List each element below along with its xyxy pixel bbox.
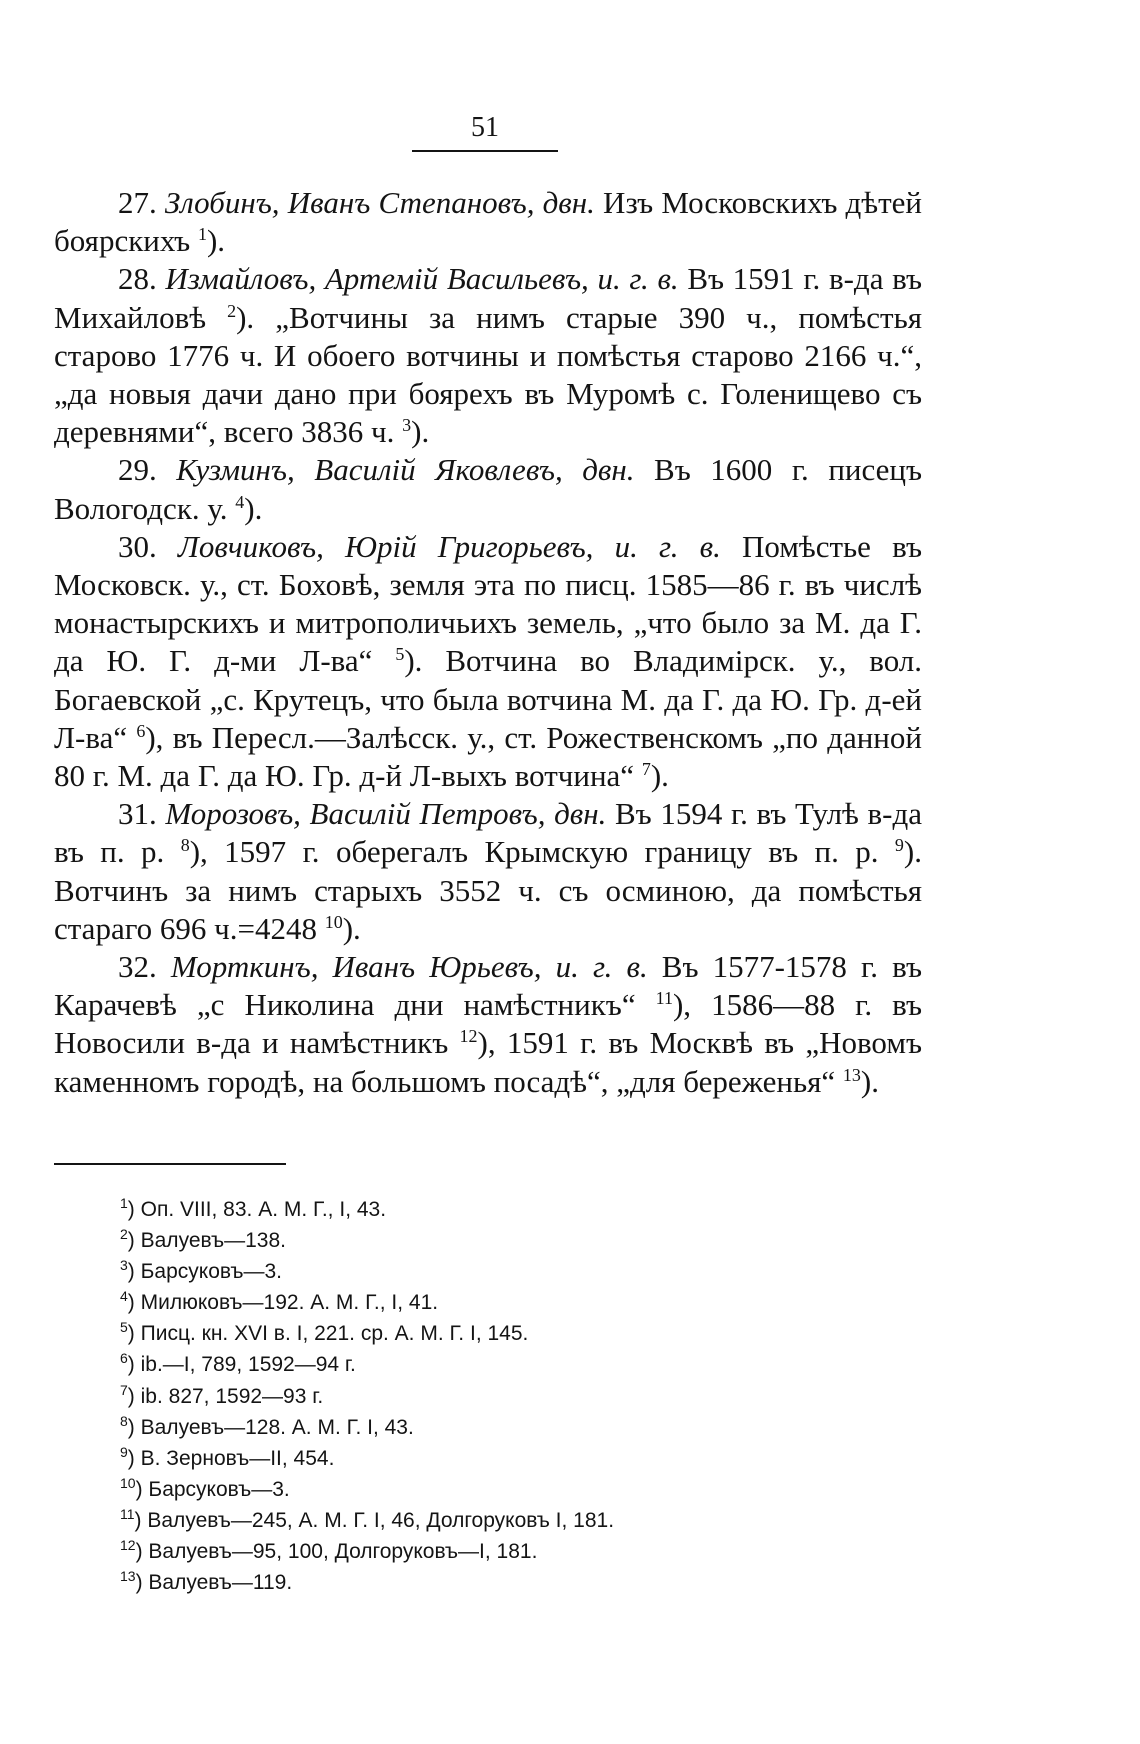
footnote-text: Валуевъ—138. [140, 1229, 286, 1253]
entry-28 [54, 260, 922, 451]
footnote-mark: 2 [120, 1226, 128, 1243]
entry-text: ), 1597 г. оберегалъ Крымскую границу въ п. р. [189, 834, 895, 870]
entry-text: Въ 1600 г. писецъ Вологодск. у. [54, 452, 923, 526]
footnote-ref[interactable]: 4 [235, 491, 245, 512]
entry-name: Морозовъ, Василiй Петровъ, двн. [165, 796, 607, 832]
footnote-mark: 5 [120, 1319, 128, 1336]
entry-name: Измайловъ, Артемiй Васильевъ, и. г. в. [165, 261, 679, 297]
entry-name: Ловчиковъ, Юрiй Григорьевъ, и. г. в. [177, 528, 721, 564]
entry-number: 31. [118, 796, 157, 832]
entry-27 [54, 184, 922, 260]
footnote-text: ib.—I, 789, 1592—94 г. [140, 1353, 356, 1377]
footnote-ref[interactable]: 12 [459, 1026, 478, 1047]
entry-text: ). „Вотчины за нимъ старые 390 ч., помѣстья старово 1776 ч. И обоего вотчины и помѣстья старово 2166 ч.“, „да новыя дачи дано при боярехъ въ Муромѣ с. Голенищево съ деревнями“, всего 3836 ч. [54, 299, 922, 450]
footnote: $^4$) Милюковъ—192. А. М. Г., I, 41. [120, 1288, 439, 1315]
footnote: $^5$) Писц. кн. XVI в. I, 221. ср. А. М. Г. I, 145. [120, 1319, 529, 1346]
footnote-text: Валуевъ—245, А. М. Г. I, 46, Долгоруковъ I, 181. [147, 1508, 615, 1532]
footnote: $^8$) Валуевъ—128. А. М. Г. I, 43. [120, 1412, 414, 1439]
footnote: $^{11}$) Валуевъ—245, А. М. Г. I, 46, Долгоруковъ I, 181. [120, 1505, 615, 1532]
footnote-ref[interactable]: 13 [842, 1064, 861, 1085]
entry-text: ). [206, 223, 226, 259]
footnote: $^{12}$) Валуевъ—95, 100, Долгоруковъ—I, 181. [120, 1537, 538, 1564]
entry-number: 30. [118, 528, 157, 564]
entry-text: ). Вотчина во Владимiрск. у., вол. Богаевской „с. Крутецъ, что была вотчина М. да Г. да Ю. Гр. д-ей Л-ва“ [54, 643, 923, 755]
footnote-mark: 11 [120, 1505, 135, 1522]
footnote-text: Валуевъ—119. [148, 1571, 293, 1595]
entry-text: ), 1591 г. въ Москвѣ въ „Новомъ каменномъ городѣ, на большомъ посадѣ“, „для береженья“ [54, 1025, 922, 1099]
footnotes [120, 1194, 880, 1598]
footnote-text: Валуевъ—95, 100, Долгоруковъ—I, 181. [148, 1540, 538, 1564]
footnote: $^7$) ib. 827, 1592—93 г. [120, 1381, 324, 1408]
footnote: $^1$) Оп. VIII, 83. А. М. Г., I, 43. [120, 1195, 387, 1221]
footnote-mark: 7 [120, 1381, 128, 1398]
footnote-mark: 3 [120, 1257, 128, 1274]
footnote-text: Барсуковъ—3. [140, 1260, 282, 1284]
footnote-ref[interactable]: 11 [655, 988, 673, 1009]
entry-text: Помѣстье въ Московск. у., ст. Боховѣ, земля эта по писц. 1585—86 г. въ числѣ монастырскихъ и митрополичьихъ земель, „что было за М. да Г. да Ю. Г. д-ми Л-ва“ [54, 528, 923, 679]
footnote-mark: 12 [120, 1537, 136, 1554]
entry-text: Въ 1591 г. в-да въ Михайловѣ [54, 261, 923, 335]
footnote-mark: 1 [120, 1195, 128, 1211]
entry-text: Въ 1577-1578 г. въ Карачевѣ „с Николина дни намѣстникъ“ [54, 949, 922, 1023]
footnote-ref[interactable]: 7 [641, 759, 651, 780]
page-number-rule [412, 150, 558, 152]
footnote-ref[interactable]: 6 [136, 720, 146, 741]
entry-text: ). [860, 1063, 879, 1099]
entry-number: 27. [118, 185, 157, 220]
footnote-text: В. Зерновъ—II, 454. [140, 1446, 335, 1470]
entry-text: ). Вотчинъ за нимъ старыхъ 3552 ч. съ осминою, да помѣстья стараго 696 ч.=4248 [54, 834, 922, 946]
footnote-text: Барсуковъ—3. [148, 1477, 290, 1501]
footnote-text: Валуевъ—128. А. М. Г. I, 43. [140, 1415, 414, 1439]
footnote-mark: 13 [120, 1568, 136, 1585]
entry-name: Морткинъ, Иванъ Юрьевъ, и. г. в. [170, 949, 648, 985]
footnote-separator [54, 1163, 286, 1165]
footnote: $^6$) ib.—I, 789, 1592—94 г. [120, 1350, 356, 1377]
footnote: $^2$) Валуевъ—138. [120, 1226, 286, 1253]
entry-name: Злобинъ, Иванъ Степановъ, двн. [164, 185, 595, 220]
entry-text: ). [342, 910, 361, 946]
main-text [54, 184, 922, 1101]
footnote-text: ib. 827, 1592—93 г. [140, 1384, 324, 1408]
footnote-text: Оп. VIII, 83. А. М. Г., I, 43. [140, 1198, 387, 1221]
entry-31 [54, 795, 922, 948]
entry-text: ). [411, 414, 430, 450]
footnote-mark: 10 [120, 1474, 136, 1491]
footnote-ref[interactable]: 2 [227, 300, 237, 321]
footnote-ref[interactable]: 5 [395, 644, 405, 665]
footnote: $^3$) Барсуковъ—3. [120, 1257, 282, 1284]
footnote: $^{13}$) Валуевъ—119. [120, 1568, 293, 1595]
footnote-ref[interactable]: 9 [894, 835, 904, 856]
entry-29 [54, 451, 922, 527]
footnote-mark: 8 [120, 1412, 128, 1429]
entry-number: 29. [118, 452, 157, 488]
footnote-mark: 6 [120, 1350, 128, 1367]
footnote-ref[interactable]: 1 [197, 224, 207, 245]
entry-number: 32. [118, 949, 157, 985]
entry-32 [54, 948, 922, 1101]
entry-text: ). [650, 758, 669, 794]
entry-number: 28. [118, 261, 157, 297]
entry-text: ), въ Пересл.—Залѣсск. у., ст. Рожественскомъ „по данной 80 г. М. да Г. да Ю. Гр. д-й Л-выхъ вотчина“ [54, 719, 922, 794]
footnote: $^{10}$) Барсуковъ—3. [120, 1474, 290, 1501]
footnote-text: Писц. кн. XVI в. I, 221. ср. А. М. Г. I, 145. [140, 1322, 529, 1346]
footnote-ref[interactable]: 8 [180, 835, 190, 856]
footnote-text: Милюковъ—192. А. М. Г., I, 41. [140, 1291, 439, 1315]
footnote-ref[interactable]: 3 [402, 415, 412, 436]
entry-name: Кузминъ, Василiй Яковлевъ, двн. [176, 452, 635, 488]
footnote: $^9$) В. Зерновъ—II, 454. [120, 1443, 335, 1470]
page-number: 51 [471, 112, 499, 143]
entry-text: Изъ Московскихъ дѣтей боярскихъ [54, 185, 923, 259]
footnote-mark: 4 [120, 1288, 128, 1305]
entry-text: ). [244, 490, 263, 526]
footnote-ref[interactable]: 10 [324, 911, 343, 932]
entry-text: Въ 1594 г. въ Тулѣ в-да въ п. р. [54, 796, 922, 870]
entry-text: ), 1586—88 г. въ Новосили в-да и намѣстникъ [54, 987, 923, 1061]
entry-30 [54, 528, 922, 795]
footnote-mark: 9 [120, 1443, 128, 1460]
